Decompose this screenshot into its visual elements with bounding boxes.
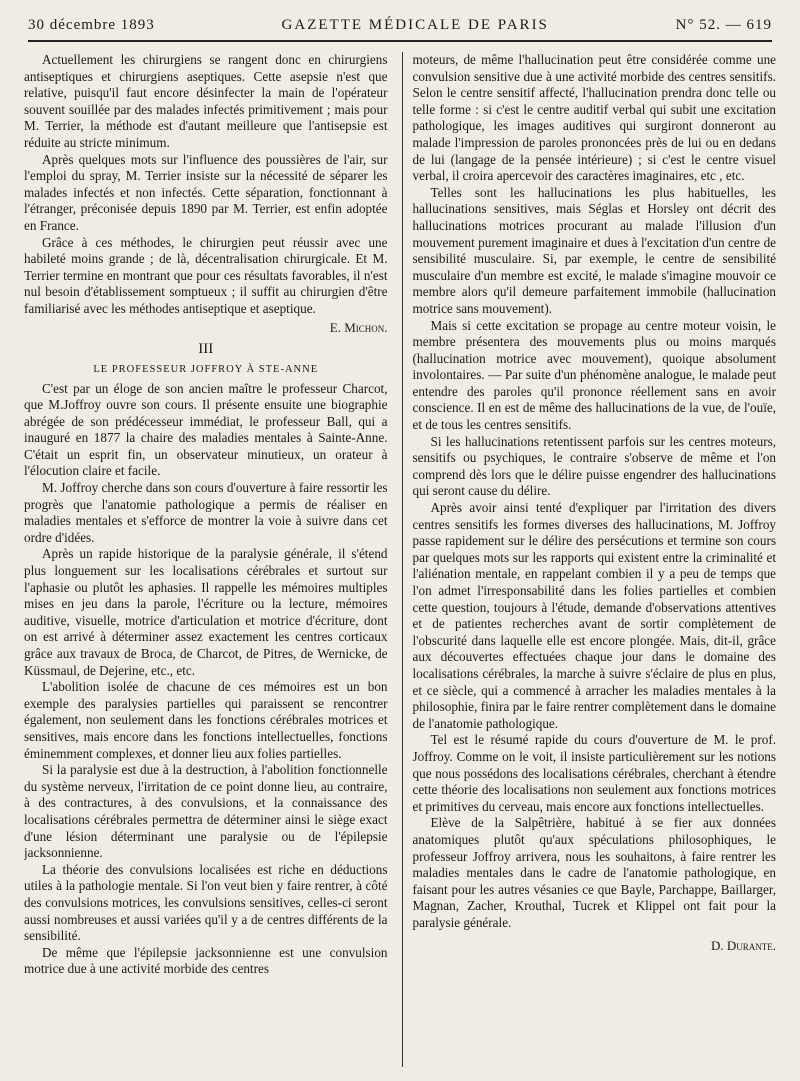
paragraph: De même que l'épilepsie jacksonnienne est une convulsion motrice due à une activité morbide des centres [24,944,388,977]
paragraph: La théorie des convulsions localisées est riche en déductions utiles à la pathologie mentale. Si l'on veut bien y faire rentrer, à côté des convulsions motrices, les convulsions sensitives, celles-ci seront aussi nombreuses et aussi variées qu'il y a de centres différents de la sensibilité. [24,861,388,944]
paragraph: Actuellement les chirurgiens se rangent donc en chirurgiens antiseptiques et chirurgiens aseptiques. Cette asepsie n'est que relative, puisqu'il faut encore désinfecter la main de l'opérateur souvent souillée par des malades infectés primitivement ; mais pour M. Terrier, la méthode est d'autant meilleure que l'antisepsie est réduite au stricte minimum. [24,52,388,150]
paragraph: Telles sont les hallucinations les plus habituelles, les hallucinations sensitives, mais Séglas et Horsley ont décrit des hallucinations motrices procurant au malade l'illusion d'un mouvement purement imaginaire et dues à l'excitation d'un centre de sensibilité musculaire. Si, par exemple, le centre de sensibilité musculaire d'un membre est excité, le malade s'imagine mouvoir ce membre alors qu'il demeure parfaitement immobile (hallucination motrice sans mouvement). [412,184,777,316]
paragraph: Si la paralysie est due à la destruction, à l'abolition fonctionnelle du système nerveux, l'irritation de ce point donne lieu, au contraire, à des contractures, à des convulsions, et la connaissance des localisations cérébrales permettra de déterminer ainsi le siège exact d'une lésion déterminant une paralysie ou de l'épilepsie jacksonnienne. [24,762,388,861]
paragraph: Après quelques mots sur l'influence des poussières de l'air, sur l'emploi du spray, M. Terrier insiste sur la nécessité de séparer les malades infectés et non infectés. Cette séparation, fonctionnant à l'étranger, préconisée depuis 1890 par M. Terrier, est enfin adoptée en France. [24,151,388,233]
issue-page-number: N° 52. — 619 [675,16,772,33]
paragraph: Après avoir ainsi tenté d'expliquer par l'irritation des divers centres sensitifs les formes diverses des hallucinations, M. Joffroy passe rapidement sur le délire des persécutions et termine son cours par quelques mots sur les rapports qui existent entre la criminalité et l'aliénation mentale, en rappelant combien il y a peu de temps que l'on admet l'irresponsabilité dans les folies partielles et combien cette question, toujours à l'étude, demande d'observations attentives et de patientes recherches avant de sortir complètement de l'obscurité dans laquelle elle est encore plongée. Mais, dit-il, grâce aux découvertes effectuées chaque jour dans le domaine des localisations cérébrales, la marche à suivre s'éclaire de plus en plus, et ce siècle, qui a commencé à arracher les maladies mentales à la philosophie, finira par le faire rentrer complètement dans le domaine de l'anatomie pathologique. [412,500,777,731]
paragraph: L'abolition isolée de chacune de ces mémoires est un bon exemple des paralysies partielles qui paraissent se rencontrer également, non seulement dans les fonctions cérébrales motrices et sensitives, mais encore dans les fonctions intellectuelles, fonctions éminemment complexes, et donner lieu aux folies partielles. [24,679,388,761]
left-column [24,52,394,1067]
paragraph: Elève de la Salpêtrière, habitué à se fier aux données anatomiques plutôt qu'aux spéculations philosophiques, le professeur Joffroy arrivera, nous les souhaitons, à faire rentrer les maladies mentales dans le cadre de l'anatomie pathologique, en faisant pour les autres vésanies ce que Bayle, Parchappe, Baillarger, Magnan, Zacher, Krouthal, Tucrek et Klippel ont fait pour la paralysie générale. [412,815,777,930]
paragraph: moteurs, de même l'hallucination peut être considérée comme une convulsion sensitive due à une activité morbide des centres sensitifs. Selon le centre sensitif affecté, l'hallucination prendra donc telle ou telle forme : si c'est le centre auditif verbal qui subit une excitation pathologique, les images auditives qui surgiront donneront au malade l'impression de paroles prononcées près de lui ou en dedans de lui (langage de la pensée intérieure) ; si c'est le centre visuel verbal, il croira apercevoir des caractères imaginaires, etc , etc. [412,52,777,184]
journal-title: GAZETTE MÉDICALE DE PARIS [281,16,549,33]
paragraph: M. Joffroy cherche dans son cours d'ouverture à faire ressortir les progrès que l'anatomie pathologique a permis de réaliser en maladies mentales et s'efforce de montrer la voie à suivre dans cet ordre d'idées. [24,480,388,545]
section-number: III [198,340,214,357]
paragraph: Si les hallucinations retentissent parfois sur les centres moteurs, sensitifs ou psychiques, le contraire s'observe de même et l'on comprend dès lors que le délire puisse engendrer des hallucinations qui seront cause du délire. [412,433,777,499]
author-signature: E. Michon. [329,319,388,335]
issue-date: 30 décembre 1893 [28,16,155,33]
column-divider [402,52,403,1067]
paragraph: C'est par un éloge de son ancien maître le professeur Charcot, que M.Joffroy ouvre son cours. Il présente ensuite une biographie abrégée de son prédécesseur immédiat, le professeur Ball, qui a inauguré en 1877 la chaire des maladies mentales à Sainte-Anne. C'était un esprit fin, un observateur minutieux, un orateur à l'élocution claire et facile. [24,380,388,479]
paragraph: Grâce à ces méthodes, le chirurgien peut réussir avec une habileté moins grande ; de là, décentralisation chirurgicale. Et M. Terrier termine en montrant que pour ces résultats favorables, il n'est nul besoin d'établissement somptueux ; il suffit au chirurgien d'être familiarisé avec les méthodes antiseptique et aseptique. [24,234,388,316]
section-title: LE PROFESSEUR JOFFROY À STE-ANNE [93,363,319,375]
text-columns [24,52,776,1067]
paragraph: Tel est le résumé rapide du cours d'ouverture de M. le prof. Joffroy. Comme on le voit, il insiste particulièrement sur les notions que nous possédons des localisations cérébrales, cherchant à étendre cette théorie des localisations non seulement aux fonctions motrices et primitives du cerveau, mais encore aux fonctions intellectuelles. [412,732,777,814]
right-column [411,52,777,1067]
paragraph: Mais si cette excitation se propage au centre moteur voisin, le membre présentera des mouvements plus ou moins marqués (hallucination motrice avec mouvement), quoique absolument involontaires. — Par suite d'un phénomène analogue, le malade peut entendre des paroles qu'il prononce réellement sans en avoir conscience. Il en est de même des hallucinations de la vue, de l'ouïe, et de tous les centres sensitifs. [412,317,777,433]
page-header [28,10,772,42]
author-signature: D. Durante. [710,938,777,954]
paragraph: Après un rapide historique de la paralysie générale, il s'étend plus longuement sur les localisations cérébrales et surtout sur l'aphasie ou plutôt les aphasies. Il rappelle les mémoires multiples mises en jeu dans la parole, l'écriture ou la lecture, mémoires auditive, visuelle, motrice d'articulation et motrice d'écriture, dont on est arrivé à déterminer assez exactement les centres corticaux grâce aux travaux de Broca, de Charcot, de Pitres, de Wernicke, de Küssmaul, de Dejerine, etc., etc. [24,546,388,678]
